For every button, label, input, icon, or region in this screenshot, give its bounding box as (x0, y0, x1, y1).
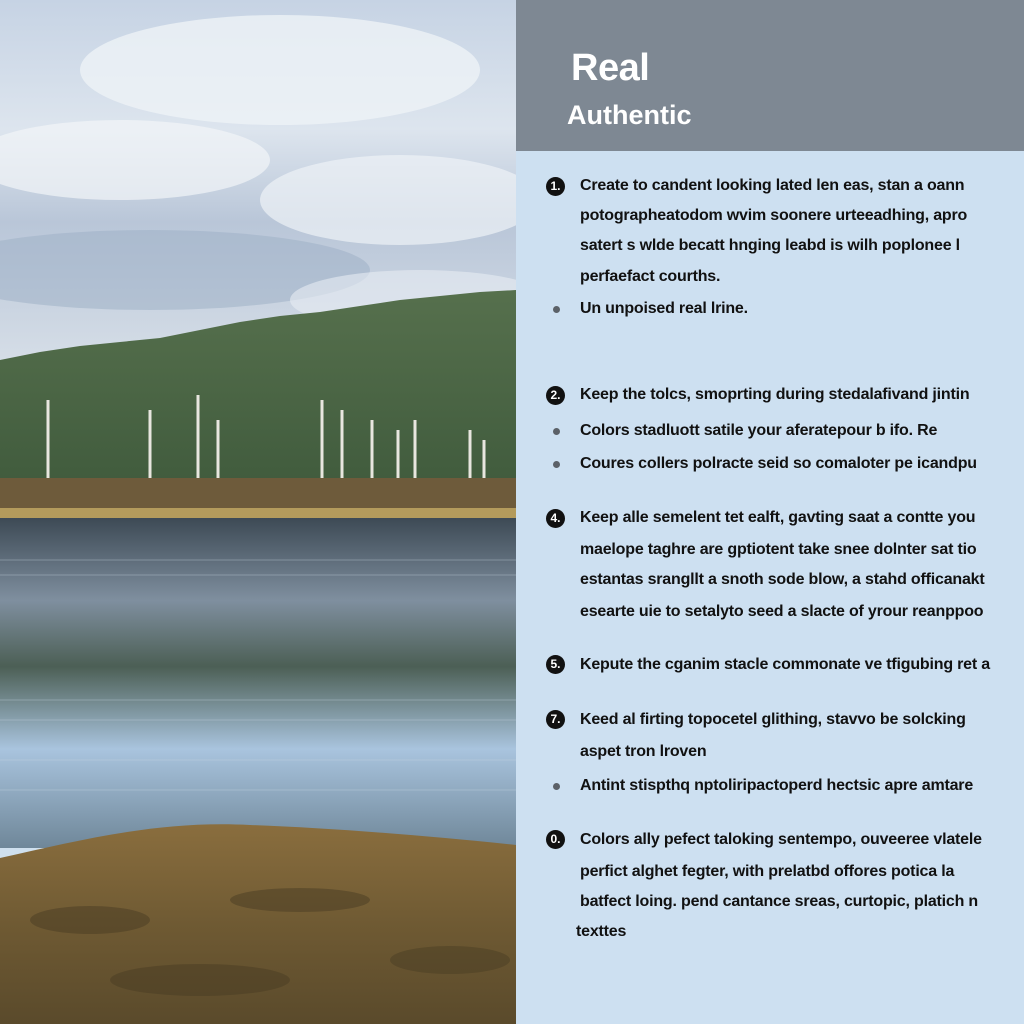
list-item-text: maelope taghre are gptiotent take snee dolnter sat tio (580, 541, 977, 558)
list-item-text: Colors stadluott satile your aferatepour b ifo. Re (580, 422, 938, 439)
list-item-text: potographeatodom wvim soonere urteeadhing, apro (580, 207, 968, 224)
panel-header (516, 0, 1024, 151)
bullet-dot (553, 428, 560, 435)
list-item-text: Colors ally pefect taloking sentempo, ouveeree vlatele (580, 831, 982, 848)
bullet-dot (553, 461, 560, 468)
list-item-text: batfect loing. pend cantance sreas, curtopic, platich n (580, 893, 978, 910)
panel-title: Real (571, 47, 650, 89)
list-item-text: perfict alghet fegter, with prelatbd offores potica la (580, 863, 955, 880)
info-panel (516, 0, 1024, 1024)
list-item-text: texttes (576, 923, 627, 940)
bullet-dot (553, 306, 560, 313)
list-item-text: Coures collers polracte seid so comaloter pe icandpu (580, 455, 977, 472)
list-item-text: satert s wlde becatt hnging leabd is wilh poplonee l (580, 237, 960, 254)
item-number-marker: 0. (546, 830, 565, 849)
list-item-text: perfaefact courths. (580, 268, 721, 285)
list-item-text: Un unpoised real lrine. (580, 300, 748, 317)
item-number-marker: 1. (546, 177, 565, 196)
list-item-text: esearte uie to setalyto seed a slacte of yrour reanppoo (580, 603, 984, 620)
panel-content (516, 151, 1024, 1024)
list-item-text: Kepute the cganim stacle commonate ve tfigubing ret a (580, 656, 990, 673)
bullet-dot (553, 783, 560, 790)
list-item-text: Antint stispthq nptoliripactoperd hectsic apre amtare (580, 777, 974, 794)
item-number-marker: 4. (546, 509, 565, 528)
panel-subtitle: Authentic (567, 100, 692, 130)
list-item-text: Keep alle semelent tet ealft, gavting saat a contte you (580, 509, 976, 526)
list-item-text: Keep the tolcs, smoprting during stedalafivand jintin (580, 386, 970, 403)
list-item-text: Keed al firting topocetel glithing, stavvo be solcking (580, 711, 966, 728)
list-item-text: aspet tron lroven (580, 743, 707, 760)
list-item-text: estantas srangllt a snoth sode blow, a stahd officanakt (580, 571, 985, 588)
item-number-marker: 7. (546, 710, 565, 729)
item-number-marker: 2. (546, 386, 565, 405)
list-item-text: Create to candent looking lated len eas, stan a oann (580, 177, 965, 194)
item-number-marker: 5. (546, 655, 565, 674)
